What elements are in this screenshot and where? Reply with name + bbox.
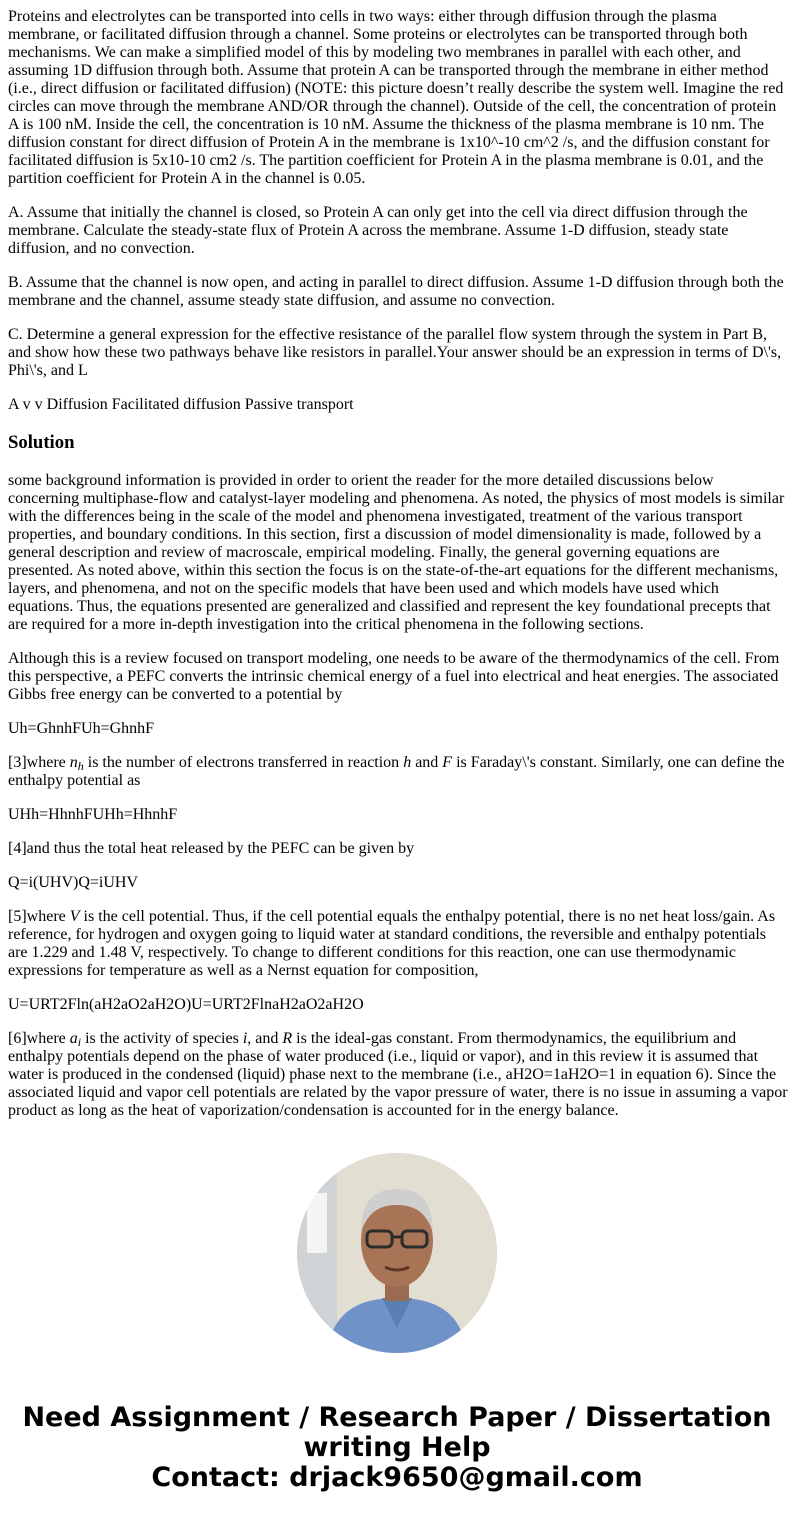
- text-span: [3]where: [8, 754, 70, 771]
- equation-2: UHh=HhnhFUHh=HhnhF: [8, 806, 178, 823]
- equation-3: Q=i(UHV)Q=iUHV: [8, 874, 139, 891]
- solution-paragraph-3: [8, 754, 788, 790]
- promo-line-1: Need Assignment / Research Paper / Dissertation: [22, 1402, 772, 1433]
- promo-line-2: writing Help: [303, 1432, 491, 1463]
- text-span: [6]where: [8, 1030, 70, 1047]
- text-span: [5]where: [8, 908, 70, 925]
- variable: F: [442, 754, 453, 771]
- variable: R: [282, 1030, 293, 1047]
- solution-paragraph-6: [8, 1030, 788, 1120]
- text-span: is Faraday\'s constant. Similarly, one can define the enthalpy potential as: [8, 754, 785, 789]
- main-content: [8, 8, 788, 1124]
- subscript: i: [77, 1035, 82, 1049]
- solution-paragraph-4: [4]and thus the total heat released by the PEFC can be given by: [8, 840, 415, 857]
- text-span: and: [411, 754, 443, 771]
- text-span: , and: [247, 1030, 283, 1047]
- variable: V: [69, 908, 80, 925]
- variable: h: [403, 754, 412, 771]
- equation-4: U=URT2Fln(aH2aO2aH2O)U=URT2FlnaH2aO2aH2O: [8, 996, 364, 1013]
- question-part-b: B. Assume that the channel is now open, and acting in parallel to direct diffusion. Assume 1-D diffusion through both the membrane and the channel, assume steady state diffusion, and assume no convection.: [8, 274, 784, 309]
- promo-contact: Contact: drjack9650@gmail.com: [151, 1462, 643, 1493]
- question-part-c: C. Determine a general expression for the effective resistance of the parallel flow system through the system in Part B, and show how these two pathways behave like resistors in parallel.Your answer should be an expression in terms of D\'s, Phi\'s, and L: [8, 326, 782, 379]
- variable: n: [69, 754, 78, 771]
- question-intro: Proteins and electrolytes can be transported into cells in two ways: either through diffusion through the plasma membrane, or facilitated diffusion through a channel. Some proteins or electrolytes can be transported through both mechanisms. We can make a simplified model of this by modeling two membranes in parallel with each other, and assuming 1D diffusion through both. Assume that protein A can be transported through the membrane in either method (i.e., direct diffusion or facilitated diffusion) (NOTE: this picture doesn’t really describe the system well. Imagine the red circles can move through the membrane AND/OR through the channel). Outside of the cell, the concentration of protein A is 100 nM. Inside the cell, the concentration is 10 nM. Assume the thickness of the plasma membrane is 10 nm. The diffusion constant for direct diffusion of Protein A in the membrane is 1x10^-10 cm^2 /s, and the diffusion constant for facilitated diffusion is 5x10-10 cm2 /s. The partition coefficient for Protein A in the plasma membrane is 0.01, and the partition coefficient for Protein A in the channel is 0.05.: [8, 8, 784, 187]
- question-part-a: A. Assume that initially the channel is closed, so Protein A can only get into the cell via direct diffusion through the membrane. Calculate the steady-state flux of Protein A across the membrane. Assume 1-D diffusion, steady state diffusion, and no convection.: [8, 204, 748, 257]
- solution-paragraph-5: [8, 908, 788, 980]
- avatar-portrait: [297, 1153, 497, 1353]
- author-avatar: [297, 1153, 497, 1353]
- text-span: is the number of electrons transferred in reaction: [83, 754, 404, 771]
- subscript: h: [77, 759, 84, 773]
- text-span: is the cell potential. Thus, if the cell potential equals the enthalpy potential, there is no net heat loss/gain. As reference, for hydrogen and oxygen going to liquid water at standard conditions, the reversible and enthalpy potentials are 1.229 and 1.48 V, respectively. To change to different conditions for this reaction, one can use thermodynamic expressions for temperature as well as a Nernst equation for composition,: [8, 908, 776, 979]
- solution-paragraph-2: Although this is a review focused on transport modeling, one needs to be aware of the thermodynamics of the cell. From this perspective, a PEFC converts the intrinsic chemical energy of a fuel into electrical and heat energies. The associated Gibbs free energy can be converted to a potential by: [8, 650, 780, 703]
- text-span: is the activity of species: [81, 1030, 243, 1047]
- equation-1: Uh=GhnhFUh=GhnhF: [8, 720, 155, 737]
- text-span: is the ideal-gas constant. From thermodynamics, the equilibrium and enthalpy potentials depend on the phase of water produced (i.e., liquid or vapor), and in this review it is assumed that water is produced in the condensed (liquid) phase next to the membrane (i.e., aH2O=1aH2O=1 in equation 6). Since the associated liquid and vapor cell potentials are related by the vapor pressure of water, there is no issue in assuming a vapor product as long as the heat of vaporization/condensation is accounted for in the energy balance.: [8, 1030, 788, 1119]
- variable: a: [69, 1030, 78, 1047]
- solution-paragraph-1: some background information is provided in order to orient the reader for the more detailed discussions below concerning multiphase-flow and catalyst-layer modeling and phenomena. As noted, the physics of most models is similar with the differences being in the scale of the model and phenomena investigated, treatment of the various transport properties, and boundary conditions. In this section, first a discussion of model dimensionality is made, followed by a general description and review of macroscale, empirical modeling. Finally, the general governing equations are presented. As noted above, within this section the focus is on the state-of-the-art equations for the different mechanisms, layers, and phenomena, and not on the specific models that have been used and which models have used which equations. Thus, the equations presented are generalized and classified and represent the key foundational precepts that are required for a more in-depth investigation into the critical phenomena in the following sections.: [8, 472, 785, 633]
- solution-heading: Solution: [8, 432, 75, 453]
- variable: i: [242, 1030, 248, 1047]
- promo-banner: [0, 1403, 794, 1493]
- figure-caption: A v v Diffusion Facilitated diffusion Passive transport: [8, 396, 354, 413]
